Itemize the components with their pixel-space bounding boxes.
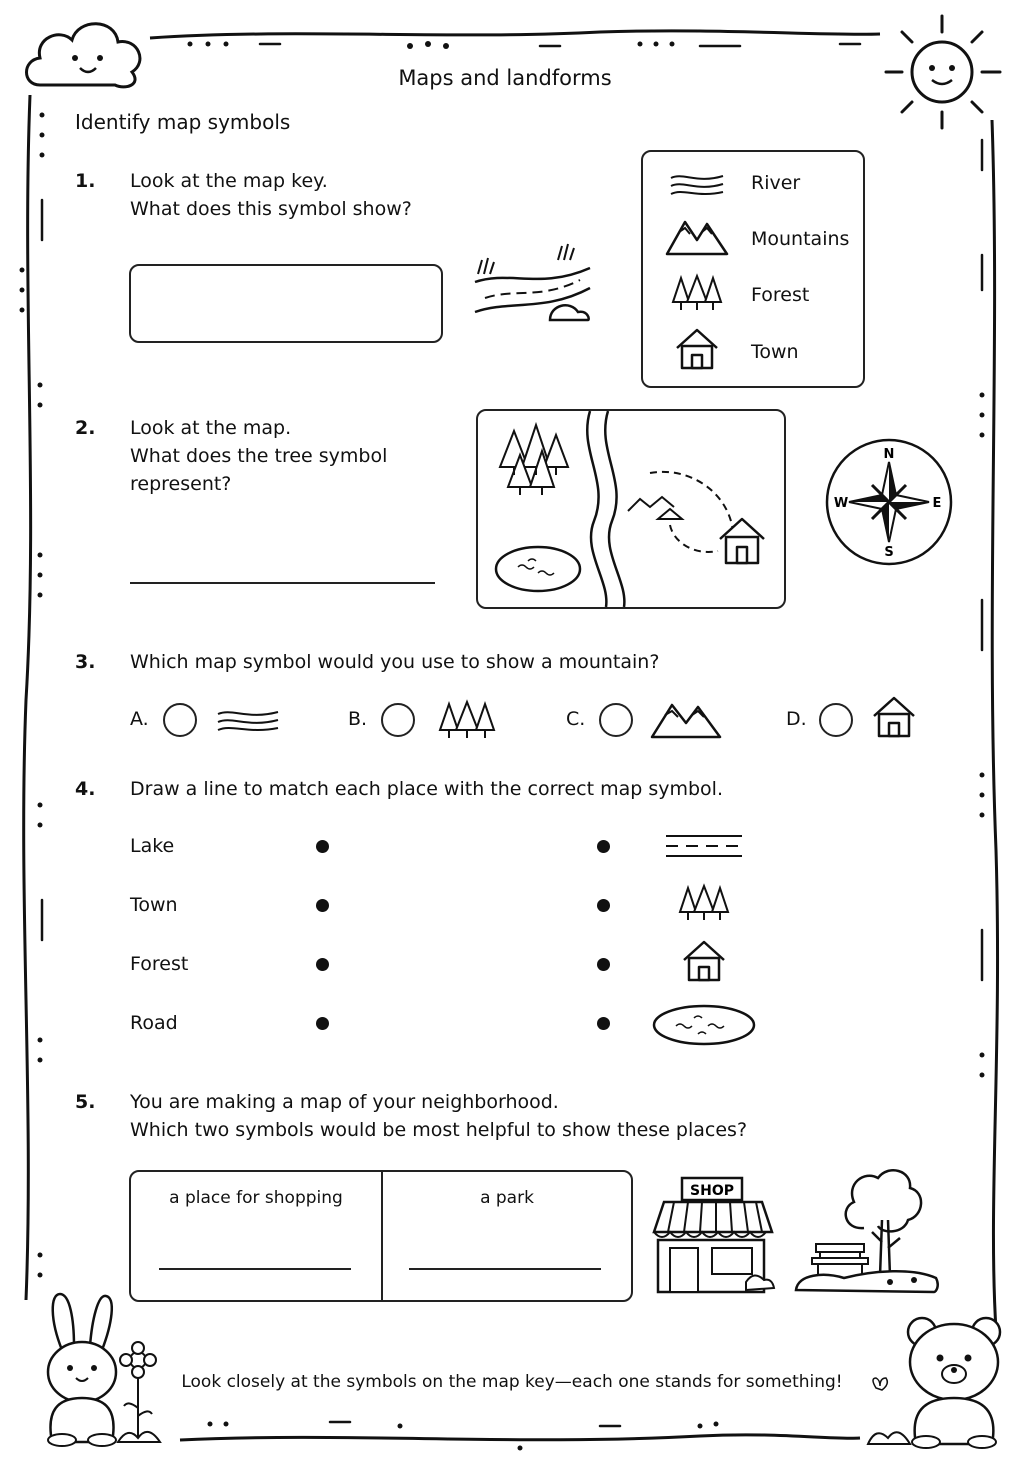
match-place-town: Town <box>130 894 178 916</box>
house-symbol-icon <box>720 519 764 563</box>
question-1-answer-box[interactable] <box>129 264 443 343</box>
forest-icon <box>669 274 725 312</box>
question-number-1: 1. <box>75 170 96 192</box>
town-icon <box>675 328 721 370</box>
match-road-icon <box>664 832 744 860</box>
answer-line-park[interactable] <box>409 1254 601 1270</box>
match-right-dot[interactable] <box>597 1017 610 1030</box>
question-5-line1: You are making a map of your neighborhood. <box>130 1091 559 1113</box>
option-d-bubble[interactable] <box>819 703 853 737</box>
map-key <box>641 150 865 388</box>
compass-rose-icon <box>824 438 954 568</box>
match-place-forest: Forest <box>130 953 189 975</box>
option-c-mountains-icon <box>650 699 722 739</box>
shop-sign-text: SHOP <box>690 1183 734 1199</box>
match-left-dot[interactable] <box>316 1017 329 1030</box>
question-2-line3: represent? <box>130 473 232 495</box>
option-c-label: C. <box>566 708 586 730</box>
map-key-label-town: Town <box>751 341 799 363</box>
tree-symbol-icon <box>500 425 568 495</box>
shop-icon <box>650 1174 780 1296</box>
option-c-bubble[interactable] <box>599 703 633 737</box>
lake-symbol-icon <box>496 547 580 591</box>
river-symbol-icon <box>470 240 600 325</box>
compass-east-label: E <box>932 496 942 511</box>
park-icon <box>794 1158 940 1296</box>
compass-north-label: N <box>883 447 895 462</box>
match-right-dot[interactable] <box>597 899 610 912</box>
question-number-5: 5. <box>75 1091 96 1113</box>
match-left-dot[interactable] <box>316 899 329 912</box>
question-5-line2: Which two symbols would be most helpful to show these places? <box>130 1119 748 1141</box>
match-right-dot[interactable] <box>597 840 610 853</box>
river-icon <box>669 172 725 196</box>
map-key-label-river: River <box>751 172 801 194</box>
option-a-river-icon <box>216 708 280 734</box>
section-title: Identify map symbols <box>75 110 291 134</box>
option-a-bubble[interactable] <box>163 703 197 737</box>
match-right-dot[interactable] <box>597 958 610 971</box>
question-number-4: 4. <box>75 778 96 800</box>
option-b-label: B. <box>348 708 368 730</box>
question-3-text: Which map symbol would you use to show a mountain? <box>130 651 660 673</box>
match-town-icon <box>682 940 728 982</box>
question-4-text: Draw a line to match each place with the correct map symbol. <box>130 778 723 800</box>
question-1-line1: Look at the map key. <box>130 170 328 192</box>
option-d-town-icon <box>872 696 918 738</box>
match-place-lake: Lake <box>130 835 175 857</box>
question-2-line2: What does the tree symbol <box>130 445 388 467</box>
question-5-table <box>129 1170 633 1302</box>
match-left-dot[interactable] <box>316 840 329 853</box>
map-key-label-forest: Forest <box>751 284 810 306</box>
question-2-line1: Look at the map. <box>130 417 292 439</box>
question-2-answer-line[interactable] <box>130 568 435 584</box>
page-title: Maps and landforms <box>398 66 612 90</box>
option-a-label: A. <box>130 708 149 730</box>
compass-west-label: W <box>833 496 849 511</box>
mountains-icon <box>665 216 729 256</box>
option-b-forest-icon <box>436 700 498 740</box>
question-number-2: 2. <box>75 417 96 439</box>
match-forest-icon <box>676 884 732 924</box>
answer-line-shopping[interactable] <box>159 1254 351 1270</box>
option-b-bubble[interactable] <box>381 703 415 737</box>
match-left-dot[interactable] <box>316 958 329 971</box>
map-picture <box>476 409 786 609</box>
map-illustration <box>478 411 784 607</box>
cell-label-park: a park <box>480 1188 534 1208</box>
map-key-label-mountains: Mountains <box>751 228 850 250</box>
cell-label-shopping: a place for shopping <box>169 1188 343 1208</box>
question-number-3: 3. <box>75 651 96 673</box>
match-lake-icon <box>652 1004 756 1046</box>
compass-south-label: S <box>884 545 894 560</box>
match-place-road: Road <box>130 1012 178 1034</box>
footer-tip: Look closely at the symbols on the map key—each one stands for something! <box>181 1372 843 1392</box>
question-1-line2: What does this symbol show? <box>130 198 412 220</box>
option-d-label: D. <box>786 708 807 730</box>
